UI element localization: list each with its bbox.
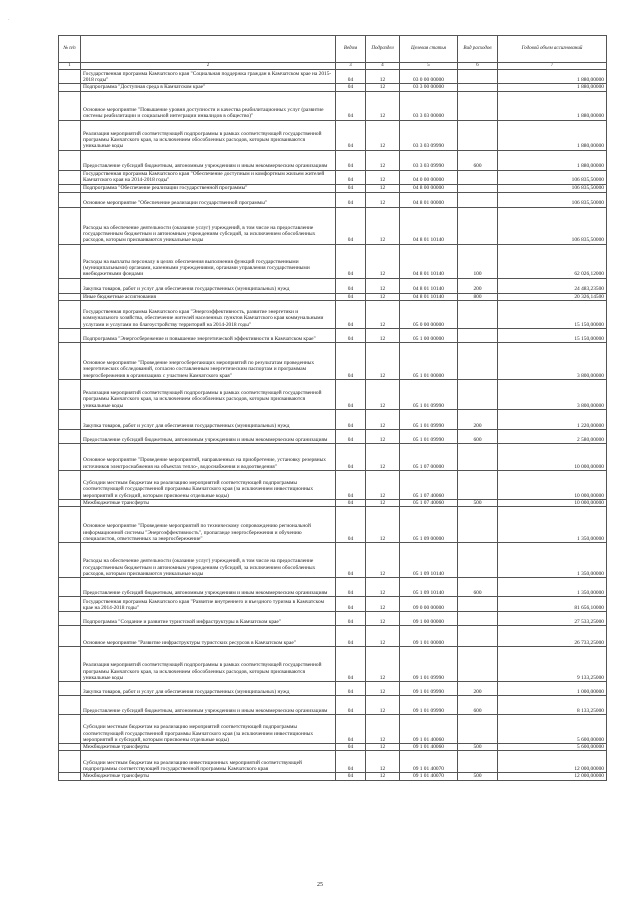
table-body: [59, 70, 607, 780]
row-name-cell: Субсидии местным бюджетам на реализацию инвестиционных мероприятий соответствующей подпрограммы соответствующей государственной программы Камчатского края: [81, 751, 336, 773]
row-index-cell: [59, 443, 81, 470]
table-row: [59, 70, 607, 84]
table-row: [59, 328, 607, 342]
table-row: [59, 744, 607, 751]
row-amount-cell: 20 326,14500: [498, 293, 607, 300]
row-name-cell: Закупка товаров, работ и услуг для обеспечения государственных (муниципальных) нужд: [81, 682, 336, 696]
row-razdel-cell: 12: [366, 682, 400, 696]
row-index-cell: [59, 715, 81, 744]
row-razdel-cell: 12: [366, 612, 400, 626]
row-razdel-cell: 12: [366, 429, 400, 443]
row-name-cell: Субсидии местным бюджетам на реализацию мероприятий соответствующей подпрограммы соответствующей государственной программы Камчатского края (за исключением инвестиционных мероприятий и субсидий, которым присвоены отдельные коды): [81, 715, 336, 744]
table-row: [59, 543, 607, 578]
row-target-article-cell: 09 0 00 00000: [400, 597, 458, 612]
row-index-cell: [59, 278, 81, 293]
row-target-article-cell: 05 0 00 00000: [400, 300, 458, 328]
row-amount-cell: 12 000,00000: [498, 773, 607, 780]
table-row: [59, 192, 607, 207]
row-name-cell: Иные бюджетные ассигнования: [81, 293, 336, 300]
table-row: [59, 300, 607, 328]
row-expense-type-cell: [458, 543, 498, 578]
row-razdel-cell: 12: [366, 715, 400, 744]
row-name-cell: Основное мероприятие "Проведение мероприятий по техническому сопровождению региональной информационной системы "Энергоэффективность", пропаганде энергосбережения и обучению специалистов, ответственных за энергосбережение": [81, 507, 336, 543]
row-target-article-cell: 03 3 03 00000: [400, 91, 458, 120]
row-ved-cell: 04: [336, 192, 366, 207]
row-amount-cell: 1 350,00000: [498, 543, 607, 578]
table-row: [59, 626, 607, 647]
row-amount-cell: 15 150,00000: [498, 300, 607, 328]
row-ved-cell: 04: [336, 244, 366, 278]
row-index-cell: [59, 84, 81, 91]
row-amount-cell: 24 483,23500: [498, 278, 607, 293]
header-number: № п/п: [59, 36, 81, 63]
row-name-cell: Подпрограмма "Создание и развитие туристской инфраструктуры в Камчатском крае": [81, 612, 336, 626]
row-target-article-cell: 05 1 09 00000: [400, 507, 458, 543]
row-index-cell: [59, 499, 81, 506]
row-razdel-cell: 12: [366, 751, 400, 773]
column-number: 3: [336, 63, 366, 70]
row-razdel-cell: 12: [366, 409, 400, 429]
row-amount-cell: 1 000,00000: [498, 682, 607, 696]
row-target-article-cell: 05 1 07 40060: [400, 499, 458, 506]
row-expense-type-cell: [458, 91, 498, 120]
row-ved-cell: 04: [336, 612, 366, 626]
row-index-cell: [59, 626, 81, 647]
row-ved-cell: 04: [336, 744, 366, 751]
row-target-article-cell: 04 8 01 10140: [400, 244, 458, 278]
row-ved-cell: 04: [336, 597, 366, 612]
row-ved-cell: 04: [336, 84, 366, 91]
row-razdel-cell: 12: [366, 91, 400, 120]
row-ved-cell: 04: [336, 499, 366, 506]
row-expense-type-cell: [458, 751, 498, 773]
row-target-article-cell: 04 0 00 00000: [400, 170, 458, 184]
row-amount-cell: 15 150,00000: [498, 328, 607, 342]
row-amount-cell: 1 880,00000: [498, 120, 607, 150]
row-expense-type-cell: 600: [458, 696, 498, 715]
row-amount-cell: 12 000,00000: [498, 751, 607, 773]
row-ved-cell: 04: [336, 91, 366, 120]
row-target-article-cell: 09 1 01 40060: [400, 744, 458, 751]
row-index-cell: [59, 578, 81, 597]
row-ved-cell: 04: [336, 751, 366, 773]
row-expense-type-cell: 200: [458, 278, 498, 293]
row-razdel-cell: 12: [366, 499, 400, 506]
row-expense-type-cell: [458, 379, 498, 409]
row-expense-type-cell: [458, 84, 498, 91]
header-amount: Годовой объем ассигнований: [498, 36, 607, 63]
column-number: 1: [59, 63, 81, 70]
row-ved-cell: 04: [336, 443, 366, 470]
header-cs: Целевая статья: [400, 36, 458, 63]
row-razdel-cell: 12: [366, 626, 400, 647]
row-name-cell: Предоставление субсидий бюджетным, автономным учреждениям и иным некоммерческим организациям: [81, 150, 336, 170]
row-expense-type-cell: [458, 120, 498, 150]
row-razdel-cell: 12: [366, 328, 400, 342]
row-index-cell: [59, 543, 81, 578]
row-ved-cell: 04: [336, 647, 366, 682]
row-amount-cell: 1 880,00000: [498, 84, 607, 91]
row-name-cell: Основное мероприятие "Проведение энергосберегающих мероприятий по результатам проведенных энергетических обследований, согласно составленным энергетическим паспортам и программам энергосбережения в организациях с участием Камчатского края": [81, 342, 336, 379]
row-name-cell: Предоставление субсидий бюджетным, автономным учреждениям и иным некоммерческим организациям: [81, 429, 336, 443]
row-razdel-cell: 12: [366, 342, 400, 379]
row-name-cell: Государственная программа Камчатского края "Социальная поддержка граждан в Камчатском крае на 2015-2018 годы": [81, 70, 336, 84]
row-target-article-cell: 04 8 01 10140: [400, 207, 458, 244]
row-name-cell: Расходы на обеспечение деятельности (оказание услуг) учреждений, в том числе на предоставление государственным бюджетным и автономным учреждениям субсидий, за исключением обособленных расходов, которым присваиваются уникальные коды: [81, 543, 336, 578]
table-row: [59, 278, 607, 293]
row-amount-cell: 1 220,00000: [498, 409, 607, 429]
row-amount-cell: 9 133,25000: [498, 647, 607, 682]
row-name-cell: Межбюджетные трансферты: [81, 744, 336, 751]
row-razdel-cell: 12: [366, 773, 400, 780]
row-ved-cell: 04: [336, 507, 366, 543]
row-ved-cell: 04: [336, 682, 366, 696]
row-name-cell: Реализация мероприятий соответствующей подпрограммы в рамках соответствующей государственной программы Камчатского края, за исключением обособленных расходов, которым присваиваются уникальные коды: [81, 379, 336, 409]
row-name-cell: Основное мероприятие "Обеспечение реализации государственной программы": [81, 192, 336, 207]
row-amount-cell: 5 600,00000: [498, 715, 607, 744]
row-index-cell: [59, 597, 81, 612]
column-numbers-row: [59, 63, 607, 70]
row-name-cell: Государственная программа Камчатского края "Развитие внутреннего и въездного туризма в Камчатском крае на 2014-2018 годы": [81, 597, 336, 612]
table-row: [59, 682, 607, 696]
row-amount-cell: 27 533,25000: [498, 612, 607, 626]
row-expense-type-cell: [458, 626, 498, 647]
column-number: 5: [400, 63, 458, 70]
row-name-cell: Расходы на выплаты персоналу в целях обеспечения выполнения функций государственными (муниципальными) органами, казенными учреждениями, органами управления государственными внебюджетными фондами: [81, 244, 336, 278]
row-target-article-cell: 09 1 01 09990: [400, 647, 458, 682]
budget-table: [58, 35, 607, 781]
table-row: [59, 170, 607, 184]
table-row: [59, 696, 607, 715]
table-row: [59, 612, 607, 626]
header-name: [81, 36, 336, 63]
page-number: 25: [317, 882, 323, 888]
row-amount-cell: 26 733,25000: [498, 626, 607, 647]
row-ved-cell: 04: [336, 300, 366, 328]
table-row: [59, 207, 607, 244]
row-amount-cell: 1 880,00000: [498, 150, 607, 170]
row-target-article-cell: 05 1 07 00000: [400, 443, 458, 470]
row-razdel-cell: 12: [366, 744, 400, 751]
row-ved-cell: 04: [336, 293, 366, 300]
corner-mark: ·: [8, 18, 10, 23]
header-razdel: Подраздел: [366, 36, 400, 63]
row-razdel-cell: 12: [366, 507, 400, 543]
row-target-article-cell: 09 1 01 40070: [400, 751, 458, 773]
row-amount-cell: 10 000,00000: [498, 499, 607, 506]
row-target-article-cell: 09 1 01 40070: [400, 773, 458, 780]
row-expense-type-cell: [458, 192, 498, 207]
table-row: [59, 342, 607, 379]
row-index-cell: [59, 293, 81, 300]
table-row: [59, 751, 607, 773]
row-expense-type-cell: [458, 207, 498, 244]
table-row: [59, 184, 607, 192]
table-row: [59, 150, 607, 170]
row-ved-cell: 04: [336, 120, 366, 150]
row-expense-type-cell: 500: [458, 499, 498, 506]
row-index-cell: [59, 184, 81, 192]
row-expense-type-cell: [458, 300, 498, 328]
row-ved-cell: 04: [336, 696, 366, 715]
header-vr: Вид расходов: [458, 36, 498, 63]
row-target-article-cell: 04 8 01 00000: [400, 192, 458, 207]
table-row: [59, 244, 607, 278]
row-ved-cell: 04: [336, 715, 366, 744]
row-ved-cell: 04: [336, 342, 366, 379]
row-expense-type-cell: 600: [458, 429, 498, 443]
row-target-article-cell: 03 3 03 09990: [400, 150, 458, 170]
row-razdel-cell: 12: [366, 170, 400, 184]
row-razdel-cell: 12: [366, 120, 400, 150]
row-target-article-cell: 03 3 00 00000: [400, 84, 458, 91]
row-index-cell: [59, 120, 81, 150]
table-row: [59, 647, 607, 682]
row-amount-cell: 8 133,25000: [498, 696, 607, 715]
row-target-article-cell: 05 1 01 00000: [400, 342, 458, 379]
row-index-cell: [59, 342, 81, 379]
row-target-article-cell: 05 1 01 09990: [400, 409, 458, 429]
row-name-cell: Подпрограмма "Обеспечение реализации государственной программы": [81, 184, 336, 192]
row-expense-type-cell: 600: [458, 150, 498, 170]
row-razdel-cell: 12: [366, 443, 400, 470]
row-razdel-cell: 12: [366, 379, 400, 409]
row-amount-cell: 1 880,00000: [498, 91, 607, 120]
row-target-article-cell: 04 8 01 10140: [400, 278, 458, 293]
row-name-cell: Реализация мероприятий соответствующей подпрограммы в рамках соответствующей государственной программы Камчатского края, за исключением обособленных расходов, которым присваиваются уникальные коды: [81, 647, 336, 682]
table-row: [59, 499, 607, 506]
row-expense-type-cell: [458, 328, 498, 342]
table-row: [59, 597, 607, 612]
row-index-cell: [59, 300, 81, 328]
row-index-cell: [59, 429, 81, 443]
row-target-article-cell: 09 1 01 00000: [400, 626, 458, 647]
row-name-cell: Расходы на обеспечение деятельности (оказание услуг) учреждений, в том числе на предоставление государственным бюджетным и автономным учреждениям субсидий, за исключением обособленных расходов, которым присваиваются уникальные коды: [81, 207, 336, 244]
row-ved-cell: 04: [336, 379, 366, 409]
row-expense-type-cell: [458, 715, 498, 744]
row-name-cell: Подпрограмма "Доступная среда в Камчатском крае": [81, 84, 336, 91]
row-name-cell: Субсидии местным бюджетам на реализацию мероприятий соответствующей подпрограммы соответствующей государственной программы Камчатского края (за исключением инвестиционных мероприятий и субсидий, которым присвоены отдельные коды): [81, 470, 336, 499]
row-expense-type-cell: [458, 443, 498, 470]
row-expense-type-cell: 200: [458, 409, 498, 429]
row-expense-type-cell: [458, 342, 498, 379]
table-row: [59, 429, 607, 443]
row-expense-type-cell: [458, 184, 498, 192]
row-target-article-cell: 05 1 00 00000: [400, 328, 458, 342]
row-ved-cell: 04: [336, 184, 366, 192]
row-expense-type-cell: [458, 470, 498, 499]
row-razdel-cell: 12: [366, 696, 400, 715]
row-target-article-cell: 03 0 00 00000: [400, 70, 458, 84]
table-row: [59, 443, 607, 470]
row-expense-type-cell: 800: [458, 293, 498, 300]
row-expense-type-cell: 500: [458, 773, 498, 780]
row-expense-type-cell: [458, 170, 498, 184]
row-index-cell: [59, 409, 81, 429]
row-index-cell: [59, 682, 81, 696]
row-expense-type-cell: [458, 647, 498, 682]
row-expense-type-cell: 600: [458, 578, 498, 597]
row-name-cell: Реализация мероприятий соответствующей подпрограммы в рамках соответствующей государственной программы Камчатского края, за исключением обособленных расходов, которым присваиваются уникальные коды: [81, 120, 336, 150]
row-amount-cell: 3 800,00000: [498, 342, 607, 379]
row-index-cell: [59, 150, 81, 170]
row-name-cell: Государственная программа Камчатского края "Энергоэффективность, развитие энергетики и коммунального хозяйства, обеспечение жителей населенных пунктов Камчатского края коммунальными услугами и услугами по благоустройству территорий на 2014-2018 годы": [81, 300, 336, 328]
row-name-cell: Подпрограмма "Энергосбережение и повышение энергетической эффективности в Камчатском крае": [81, 328, 336, 342]
row-razdel-cell: 12: [366, 543, 400, 578]
row-amount-cell: 106 835,50000: [498, 184, 607, 192]
table-row: [59, 715, 607, 744]
row-ved-cell: 04: [336, 626, 366, 647]
row-expense-type-cell: [458, 612, 498, 626]
row-index-cell: [59, 91, 81, 120]
row-amount-cell: 106 835,50000: [498, 170, 607, 184]
row-target-article-cell: 05 1 09 10140: [400, 578, 458, 597]
row-razdel-cell: 12: [366, 244, 400, 278]
row-target-article-cell: 09 1 01 09990: [400, 696, 458, 715]
row-name-cell: Государственная программа Камчатского края "Обеспечение доступным и комфортным жильем жителей Камчатского края на 2014-2018 годы": [81, 170, 336, 184]
row-razdel-cell: 12: [366, 192, 400, 207]
row-razdel-cell: 12: [366, 70, 400, 84]
row-target-article-cell: 04 8 01 10140: [400, 293, 458, 300]
row-name-cell: Основное мероприятие "Развитие инфраструктуры туристских ресурсов в Камчатском крае": [81, 626, 336, 647]
row-razdel-cell: 12: [366, 300, 400, 328]
row-target-article-cell: 05 1 09 10140: [400, 543, 458, 578]
row-target-article-cell: 03 3 03 09990: [400, 120, 458, 150]
row-expense-type-cell: [458, 597, 498, 612]
row-razdel-cell: 12: [366, 207, 400, 244]
row-ved-cell: 04: [336, 578, 366, 597]
table-header-row: [59, 36, 607, 63]
row-name-cell: Предоставление субсидий бюджетным, автономным учреждениям и иным некоммерческим организациям: [81, 696, 336, 715]
row-index-cell: [59, 507, 81, 543]
table-row: [59, 84, 607, 91]
row-name-cell: Предоставление субсидий бюджетным, автономным учреждениям и иным некоммерческим организациям: [81, 578, 336, 597]
header-ved: Ведом: [336, 36, 366, 63]
row-ved-cell: 04: [336, 207, 366, 244]
row-name-cell: Закупка товаров, работ и услуг для обеспечения государственных (муниципальных) нужд: [81, 409, 336, 429]
row-index-cell: [59, 192, 81, 207]
row-name-cell: Межбюджетные трансферты: [81, 773, 336, 780]
row-amount-cell: 1 350,00000: [498, 578, 607, 597]
row-index-cell: [59, 244, 81, 278]
table-row: [59, 773, 607, 780]
row-razdel-cell: 12: [366, 597, 400, 612]
row-expense-type-cell: [458, 507, 498, 543]
row-amount-cell: 62 026,12000: [498, 244, 607, 278]
row-target-article-cell: 09 1 01 09990: [400, 682, 458, 696]
row-amount-cell: 106 835,50000: [498, 207, 607, 244]
row-ved-cell: 04: [336, 773, 366, 780]
row-razdel-cell: 12: [366, 278, 400, 293]
column-number: 2: [81, 63, 336, 70]
row-expense-type-cell: 200: [458, 682, 498, 696]
table-row: [59, 91, 607, 120]
row-target-article-cell: 05 1 01 09990: [400, 379, 458, 409]
table-row: [59, 470, 607, 499]
row-amount-cell: 1 880,00000: [498, 70, 607, 84]
row-razdel-cell: 12: [366, 150, 400, 170]
row-name-cell: Основное мероприятие "Проведение мероприятий, направленных на приобретение, установку резервных источников электроснабжения на объектах тепло-, водоснабжения и водоотведения": [81, 443, 336, 470]
row-razdel-cell: 12: [366, 470, 400, 499]
row-ved-cell: 04: [336, 70, 366, 84]
row-ved-cell: 04: [336, 543, 366, 578]
row-amount-cell: 5 600,00000: [498, 744, 607, 751]
row-target-article-cell: 05 1 01 09990: [400, 429, 458, 443]
row-index-cell: [59, 328, 81, 342]
table-row: [59, 379, 607, 409]
row-index-cell: [59, 207, 81, 244]
row-target-article-cell: 09 1 01 40060: [400, 715, 458, 744]
row-razdel-cell: 12: [366, 84, 400, 91]
row-index-cell: [59, 744, 81, 751]
row-ved-cell: 04: [336, 150, 366, 170]
row-razdel-cell: 12: [366, 578, 400, 597]
row-amount-cell: 1 350,00000: [498, 507, 607, 543]
row-ved-cell: 04: [336, 429, 366, 443]
row-index-cell: [59, 612, 81, 626]
table-row: [59, 578, 607, 597]
row-index-cell: [59, 470, 81, 499]
row-index-cell: [59, 170, 81, 184]
table-row: [59, 409, 607, 429]
row-name-cell: Основное мероприятие "Повышение уровня доступности и качества реабилитационных услуг (развитие системы реабилитации и социальной интеграции инвалидов в общество)": [81, 91, 336, 120]
row-ved-cell: 04: [336, 278, 366, 293]
row-amount-cell: 81 656,10000: [498, 597, 607, 612]
row-razdel-cell: 12: [366, 293, 400, 300]
row-name-cell: Межбюджетные трансферты: [81, 499, 336, 506]
row-index-cell: [59, 379, 81, 409]
row-expense-type-cell: 500: [458, 744, 498, 751]
table-row: [59, 293, 607, 300]
row-amount-cell: 3 800,00000: [498, 379, 607, 409]
row-index-cell: [59, 70, 81, 84]
table-row: [59, 120, 607, 150]
table-row: [59, 507, 607, 543]
row-index-cell: [59, 751, 81, 773]
row-index-cell: [59, 773, 81, 780]
row-target-article-cell: 04 8 00 00000: [400, 184, 458, 192]
row-ved-cell: 04: [336, 328, 366, 342]
row-index-cell: [59, 647, 81, 682]
row-amount-cell: 10 000,00000: [498, 470, 607, 499]
row-ved-cell: 04: [336, 409, 366, 429]
row-expense-type-cell: 100: [458, 244, 498, 278]
row-amount-cell: 2 580,00000: [498, 429, 607, 443]
row-amount-cell: 106 835,50000: [498, 192, 607, 207]
row-index-cell: [59, 696, 81, 715]
row-amount-cell: 10 000,00000: [498, 443, 607, 470]
row-target-article-cell: 09 1 00 00000: [400, 612, 458, 626]
row-ved-cell: 04: [336, 470, 366, 499]
row-expense-type-cell: [458, 70, 498, 84]
row-name-cell: Закупка товаров, работ и услуг для обеспечения государственных (муниципальных) нужд: [81, 278, 336, 293]
row-razdel-cell: 12: [366, 184, 400, 192]
column-number: 6: [458, 63, 498, 70]
column-number: 7: [498, 63, 607, 70]
column-number: 4: [366, 63, 400, 70]
row-ved-cell: 04: [336, 170, 366, 184]
row-razdel-cell: 12: [366, 647, 400, 682]
row-target-article-cell: 05 1 07 40060: [400, 470, 458, 499]
